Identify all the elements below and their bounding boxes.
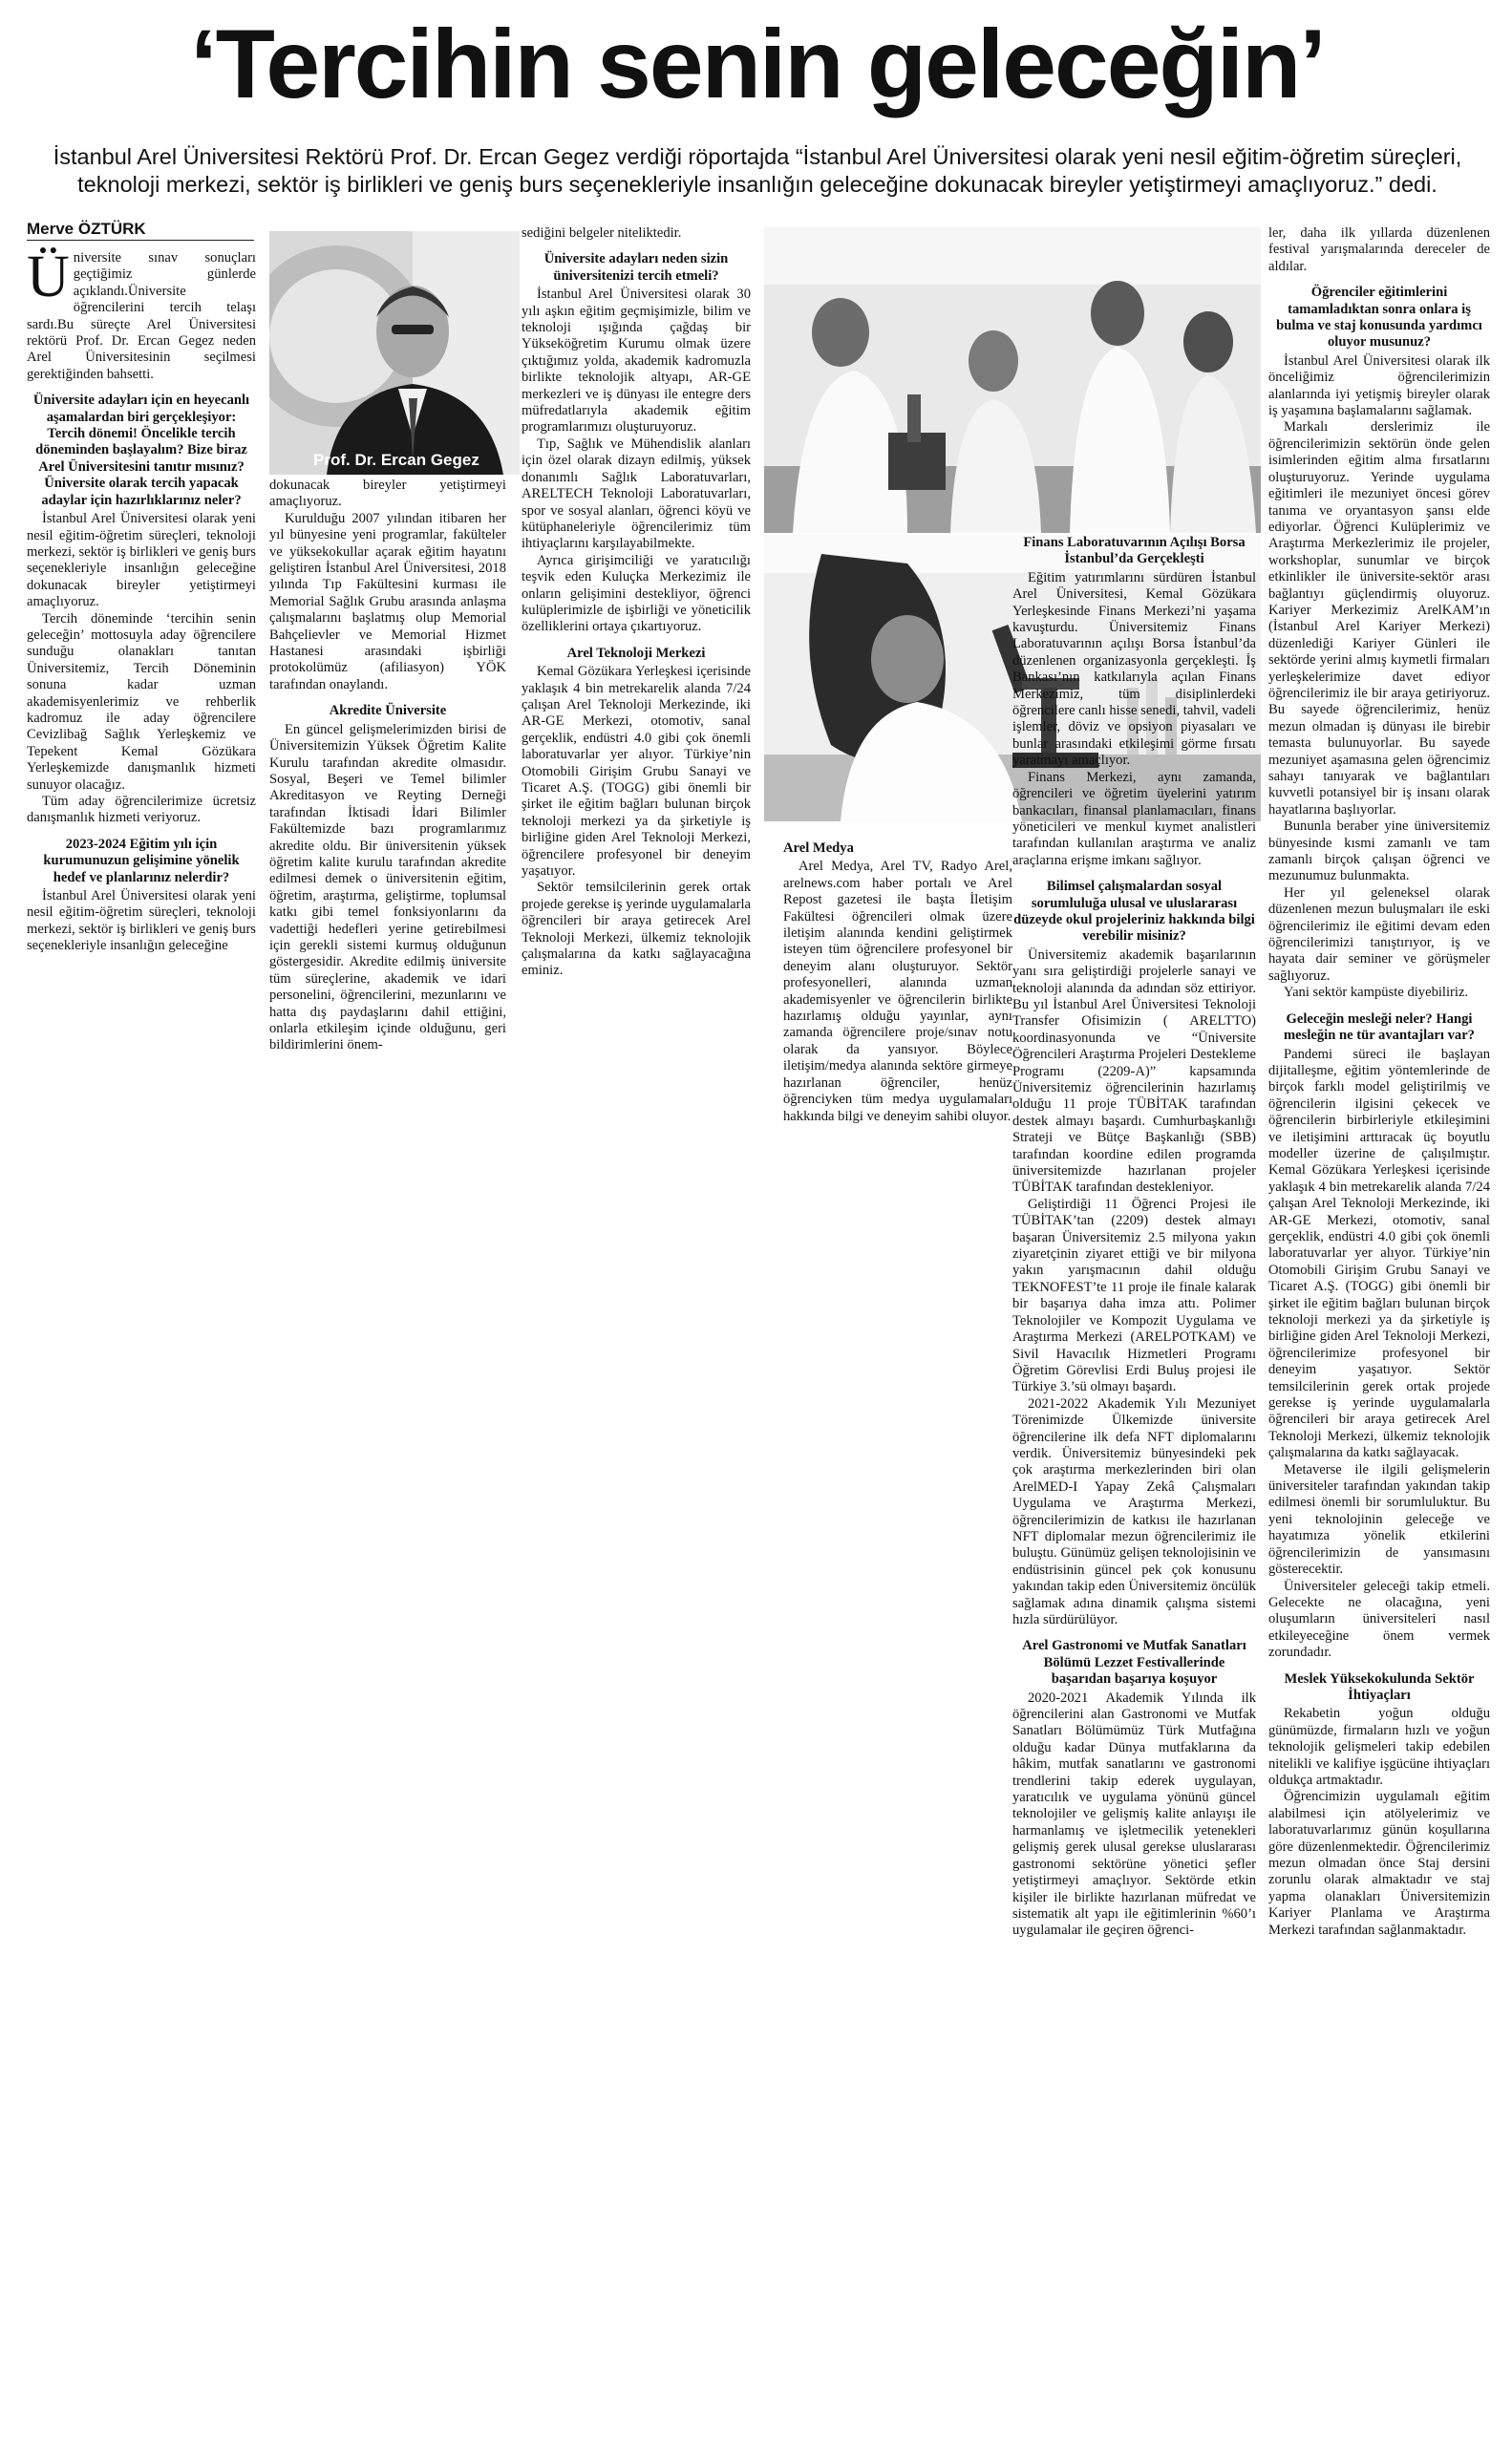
column-5 — [1012, 535, 1256, 1940]
paragraph: Rekabetin yoğun olduğu günümüzde, firmaların hızlı ve yoğun teknolojik gelişmeleri takip edebilen nitelikli ve kalifiye işgücüne ihtiyaçları oldukça artmaktadır. — [1268, 1706, 1490, 1788]
byline: Merve ÖZTÜRK — [27, 220, 146, 238]
paragraph: 2021-2022 Akademik Yılı Mezuniyet Törenimizde Ülkemizde üniversite öğrencilerine ilk defa NFT diplomalarını verdik. Üniversitemiz bünyesindeki pek çok araştırma merkezlerinden biri olan ArelMED-I Yapay Zekâ Çalışmaları Uygulama ve Araştırma Merkezi, öğrencilerimizin de katkısı ile hazırlanan NFT diplomalar mezun öğrencilerimiz ile buluştu. Günümüz gelişen teknolojisinin ve endüstrisinin güncel pek çok konusunu yakından takip eden Üniversitemiz öncülük sağlamak adına dinamik çalışma sistemi hızla sürdürülüyor. — [1012, 1395, 1256, 1627]
standfirst: İstanbul Arel Üniversitesi Rektörü Prof. Dr. Ercan Gegez verdiği röportajda “İstanbul Arel Üniversitesi olarak yeni nesil eğitim-öğretim süreçleri, teknoloji merkezi, sektör iş birlikleri ve geniş burs seçenekleriyle insanlığın geleceğine dokunacak bireyler yetiştirmeyi amaçlıyoruz.” dedi. — [53, 144, 1462, 197]
paragraph: İstanbul Arel Üniversitesi olarak 30 yılı aşkın eğitim geçmişimizle, bilim ve teknoloji ışığında çağdaş bir Yükseköğretim Kurumu olmak üzere çıktığımız yolda, akademik kadromuzla birlikte teknolojik altyapı, AR-GE merkezleri ve iş dünyası ile entegre ders müfredatlarıyla akademik eğitim programlarımızı oluşturuyoruz. — [522, 287, 751, 436]
question-heading: Üniversite adayları neden sizin üniversitenizi tercih etmeli? — [543, 251, 729, 284]
paragraph: Sektör temsilcilerinin gerek ortak projede gerekse iş yerinde uygulamalarla öğrencileri bir araya getirecek Arel Teknoloji Merkezi, ülkemiz teknolojik çalışmalarına da katkı sağlayacağına eminiz. — [522, 880, 751, 979]
paragraph: Öğrencimizin uygulamalı eğitim alabilmesi için atölyelerimiz ve laboratuvarlarımız günün koşullarına göre düzenlenmektedir. Öğrencilerimiz mezun olmadan önce Staj dersini zorunlu olarak almaktadır ve staj yapma olanakları Üniversitemizin Kariyer Planlama ve Araştırma Merkezi tarafından sağlanmaktadır. — [1268, 1789, 1490, 1938]
paragraph: Kurulduğu 2007 yılından itibaren her yıl bünyesine yeni programlar, fakülteler ve yüksekokullar açarak eğitim hayatını geliştiren İstanbul Arel Üniversitesi, 2018 yılında Tıp Fakültesini kurması ile Memorial Sağlık Grubu arasında anlaşma çalışmalarını başlatmış olup Memorial Bahçelievler ve Memorial Hizmet Hastanesi arasındaki işbirliği protokolümüz (afiliasyon) YÖK tarafından onaylandı. — [269, 510, 506, 692]
portrait-caption: Prof. Dr. Ercan Gegez — [313, 451, 479, 469]
paragraph: dokunacak bireyler yetiştirmeyi amaçlıyoruz. — [269, 478, 506, 510]
question-heading: Öğrenciler eğitimlerini tamamladıktan sonra onlara iş bulma ve staj konusunda yardımcı oluyor musunuz? — [1276, 285, 1482, 351]
paragraph: Metaverse ile ilgili gelişmelerin üniversiteler tarafından yakından takip edilmesi önemli bir sorumluluktur. Bu yeni teknolojinin geleceğe ve hayatımıza yönelik etkilerini öğrencilerimizin de yansımasını gösterecektir. — [1268, 1461, 1490, 1578]
drop-cap: Ü — [27, 244, 70, 309]
portrait-image — [269, 231, 520, 475]
paragraph: Markalı derslerimiz ile öğrencilerimizin sektörün önde gelen isimlerinden eğitim alma fırsatlarını oluşturuyoruz. Yerinde uygulama eğitimleri ile mezuniyet öncesi görev tanıma ve oryantasyon şansı elde ediyorlar. Öğrenci Kulüplerimiz ve Araştırma Merkezlerimiz ile projeler, workshoplar, sunumlar ve birçok etkinlikler ile üniversite-sektör arası bağlantıyı güçlendirmiş oluyoruz. Kariyer Merkezimiz ArelKAM’ın (İstanbul Arel Kariyer Merkezi) düzenlediği Kariyer Günleri ile sektörde yerini almış kıymetli firmaları yerleşkelerimize davet ediyor öğrencilerimiz ile bir araya getiriyoruz. Bu sayede öğrencilerimiz, henüz mezun olmadan iş dünyası ile birebir temasta bulunuyorlar. Bu sayede mezuniyet aşamasına gelen öğrencimiz sahayı tanıyarak ve bağlantıları kuvvetli potansiyel bir iş insanı olarak hayatlarına başlıyorlar. — [1268, 419, 1490, 818]
column-2 — [269, 478, 506, 1054]
section-heading: Arel Teknoloji Merkezi — [566, 645, 706, 661]
paragraph: ler, daha ilk yıllarda düzenlenen festival yarışmalarında dereceler de aldılar. — [1268, 225, 1490, 274]
byline-rule — [27, 240, 254, 241]
lab-students-photo — [764, 227, 1261, 533]
question-heading: 2023-2024 Eğitim yılı için kurumunuzun gelişimine yönelik hedef ve planlarınız nelerdir? — [43, 836, 240, 885]
paragraph: Eğitim yatırımlarını sürdüren İstanbul Arel Üniversitesi, Kemal Gözükara Yerleşkesinde Finans Merkezi’ni yaşama kavuşturdu. Üniversitemiz Finans Laboratuvarının açılışı Borsa İstanbul’da düzenlenen organizasyonla gerçekleşti. İş Bankası’nın katkılarıyla açılan Finans Merkezimiz, tüm disiplinlerdeki öğrencilere canlı hisse senedi, tahvil, vadeli işlemler, döviz ve opsiyon piyasaları ve bunlar arasındaki etkileşimi görme fırsatı yaratmayı amaçlıyor. — [1012, 569, 1256, 769]
paragraph: Üniversitemiz akademik başarılarının yanı sıra geliştirdiği projelerle sanayi ve teknoloji alanında da adından söz ettiriyor. Bu yıl İstanbul Arel Üniversitesi Teknoloji Transfer Ofisimizin ( ARELTTO) koordinasyonunda ve “Üniversite Öğrencileri Araştırma Projeleri Destekleme Programı (2209-A)” kapsamında Üniversitemiz öğrencilerinin hazırlamış olduğu 11 proje TÜBİTAK tarafından destek almayı başardı. Cumhurbaşkanlığı Strateji ve Bütçe Başkanlığı (SBB) tarafından koordine edilen programda üniversitemizde hazırlanan projeler TÜBİTAK tarafından destekleniyor. — [1012, 946, 1256, 1196]
paragraph: İstanbul Arel Üniversitesi olarak yeni nesil eğitim-öğretim süreçleri, teknoloji merkezi, sektör iş birlikleri ve geniş burs seçenekleriyle insanlığın geleceğine dokunacak bireyler yetiştirmeyi amaçlıyoruz. — [27, 511, 256, 610]
section-heading: Akredite Üniversite — [329, 703, 447, 719]
paragraph: Arel Medya, Arel TV, Radyo Arel, arelnews.com haber portalı ve Arel Repost gazetesi ile başta İletişim Fakültesi öğrencileri olmak üzere iletişim alanında kendini geliştirmek isteyen tüm öğrencilere profesyonel bir deneyim alanı oluşturuyor. Sektör profesyonelleri, alanında uzman akademisyenler ve öğrencilerin birlikte hazırlamış olduğu yayınlar, aynı zamanda öğrencilere proje/sınav notu olarak da yansıyor. Böylece iletişim/medya alanında sektöre girmeye hazırlanan öğrenciler, henüz öğrenciyken tüm medya uygulamaları hakkında bilgi ve deneyim sahibi oluyor. — [783, 859, 1012, 1124]
paragraph: İstanbul Arel Üniversitesi olarak yeni nesil eğitim-öğretim süreçleri, teknoloji merkezi, sektör iş birlikleri ve geniş burs seçenekleriyle insanlığın geleceğine — [27, 888, 256, 954]
paragraph: Tercih döneminde ‘tercihin senin geleceğin’ mottosuyla aday öğrencilere sunduğu olanakları tanıtan Üniversitemiz, Tercih Döneminin sonuna kadar uzman akademisyenlerimiz ve rehberlik kadromuz ile aday öğrencilere Cevizlibağ Sağlık Yerleşkemiz ve Tepekent Kemal Gözükara Yerleşkemizde danışmanlık hizmeti sunuyor olacağız. — [27, 610, 256, 793]
question-heading: Geleceğin mesleği neler? Hangi mesleğin ne tür avantajları var? — [1284, 1010, 1475, 1044]
paragraph: 2020-2021 Akademik Yılında ilk öğrencilerini alan Gastronomi ve Mutfak Sanatları Bölümümüz Türk Mutfağına olduğu kadar Dünya mutfaklarına da hâkim, mutfak sanatlarını ve gastronomi trendlerini takip ederek uygulayan, yaratıcılık ve uygulama yönünü güncel teknolojiler ve gelişmiş kalite anlayışı ile harmanlamış ve işletmecilik yetenekleri gelişmiş gerek ulusal gerekse uluslararası gastronomi sektörüne yönetici şefler yetiştirmeyi amaçlıyor. Sektörde etkin kişiler ile birlikte hazırlanan müfredat ve sistematik alt yapı ile eğitimlerinin %60’ı uygulamalar ile geçiren öğrenci- — [1012, 1690, 1256, 1939]
section-heading: Arel Medya — [783, 840, 854, 856]
paragraph: Geliştirdiği 11 Öğrenci Projesi ile TÜBİTAK’tan (2209) destek almayı başaran Üniversitemiz 2.5 milyona yakın ziyaretçinin ziyaret ettiği ve bir milyona yakın yarışmacının dahil olduğu TEKNOFEST’te 11 proje ile finale kalarak bir başarıya daha imza attı. Polimer Teknolojiler ve Kompozit Uygulama ve Araştırma Merkezi (ARELPOTKAM) ve Sivil Havacılık Hizmetleri Programı Öğretim Görevlisi Erdi Buluş projesi ile Türkiye 3.’sü olmayı başardı. — [1012, 1196, 1256, 1395]
paragraph: En güncel gelişmelerimizden birisi de Üniversitemizin Yüksek Öğretim Kalite Kurulu tarafından akredite olmasıdır. Sosyal, Beşeri ve Temel bilimler Akreditasyon ve Reyting Derneği tarafından İktisadi İdari Bilimler Fakültemizde bazı programlarımız akredite oldu. Bir üniversitenin yüksek öğretim kalite kurulu tarafından akredite edilmesi demek o üniversitenin eğitim, öğretim, araştırma, geliştirme, toplumsal katkı gibi temel fonksiyonlarını da vadettiği hedefleri yerine getirebilmesi için gerekli sistemi kurmuş olduğunun göstergesidir. Akredite edilmiş üniversite tüm süreçlerine, akademik ve idari personelini, öğrencilerini, mezunlarını ve hatta dış paydaşlarını dahil ettiğini, onlarla etkileşim içinde olduğunu, geri bildirimlerini önem- — [269, 721, 506, 1053]
section-heading: Meslek Yüksekokulunda Sektör İhtiyaçları — [1284, 1670, 1475, 1703]
section-heading: Arel Gastronomi ve Mutfak Sanatları Bölümü Lezzet Festivallerinde başarıdan başarıya koşuyor — [1022, 1638, 1246, 1688]
paragraph: Yani sektör kampüste diyebiliriz. — [1284, 985, 1469, 1001]
paragraph: Her yıl geleneksel olarak düzenlenen mezun buluşmaları ile eski öğrencilerimiz ile eğitimi devam eden öğrencilerimizi tanıştırıyor, iş ve hayata dair seminer ve görüşmeler sağlıyoruz. — [1268, 884, 1490, 984]
portrait-photo — [269, 231, 520, 475]
lab-students-image — [764, 227, 1261, 533]
paragraph: Ayrıca girişimciliği ve yaratıcılığı teşvik eden Kuluçka Merkezimiz ile onların gelişimini destekliyor, öğrenci kulüplerimizle de işbirliği ve yöneticilik özelliklerini ortaya çıkartıyoruz. — [522, 552, 751, 635]
paragraph: Kemal Gözükara Yerleşkesi içerisinde yaklaşık 4 bin metrekarelik alanda 7/24 çalışan Arel Teknoloji Merkezinde, iki AR-GE Merkezi, otomotiv, sanal gerçeklik, endüstri 4.0 gibi çok önemli laboratuvarlar yer alıyor. Türkiye’nin Otomobili Girişim Grubu Sanayi ve Ticaret A.Ş. (TOGG) gibi önemli bir şirket ile eğitim bağları bulunan birçok teknoloji merkezi ya da şirketiyle iş birliğine giden Arel Teknoloji Merkezi, öğrencilere profesyonel bir deneyim yaşatıyor. — [522, 664, 751, 880]
column-4 — [783, 840, 1012, 1125]
headline: ‘Tercihin senin geleceğin’ — [190, 10, 1325, 118]
paragraph: Bununla beraber yine üniversitemiz bünyesinde kısmi zamanlı ve tam zamanlı birçok çalışan öğrenci ve mezunumuz bulunmakta. — [1268, 819, 1490, 884]
paragraph: sediğini belgeler niteliktedir. — [522, 225, 682, 241]
question-heading: Üniversite adayları için en heyecanlı aşamalardan biri gerçekleşiyor: Tercih dönemi! Öncelikle tercih döneminden başlayalım? Bize biraz Arel Üniversitesini tanıtır mısınız? Üniversite olarak tercih yapacak adaylar için hazırlıklarınız neler? — [32, 393, 250, 508]
column-1 — [27, 244, 256, 955]
column-6 — [1268, 225, 1490, 1939]
intro-paragraph: niversite sınav sonuçları geçtiğimiz günlerde açıklandı.Üniversite öğrencilerini tercih telaşı sardı.Bu süreçte Arel Üniversitesi rektörü Prof. Dr. Ercan Gegez neden Arel Üniversitesinin seçilmesi gerektiğinden bahsetti. — [27, 250, 256, 382]
paragraph: İstanbul Arel Üniversitesi olarak ilk önceliğimiz öğrencilerimizin alanlarında iyi yetişmiş bireyler olarak iş yaşamına başlamalarını sağlamak. — [1268, 352, 1490, 419]
paragraph: Tıp, Sağlık ve Mühendislik alanları için özel olarak dizayn edilmiş, yüksek donanımlı Sağlık Laboratuvarları, ARELTECH Teknoloji Laboratuvarları, spor ve sosyal alanları, öğrenci köyü ve kütüphaneleriyle öğrencilerimiz tüm ihtiyaçlarını karşılayabilmekte. — [522, 436, 751, 552]
paragraph: Pandemi süreci ile başlayan dijitalleşme, eğitim yöntemlerinde de birçok farklı model geliştirilmiş ve öğrencilerin ilgisini çekecek ve öğrencilerin birbirleriyle etkileşimini ve iletişimini arttıracak üç boyutlu modeller üzerine de çalışılmıştır. Kemal Gözükara Yerleşkesi içerisinde yaklaşık 4 bin metrekarelik alanda 7/24 çalışan Arel Teknoloji Merkezinde, iki AR-GE Merkezi, otomotiv, sanal gerçeklik, endüstri 4.0 gibi çok önemli laboratuvarlar yer alıyor. Türkiye’nin Otomobili Girişim Grubu Sanayi ve Ticaret A.Ş. (TOGG) gibi önemli bir şirket ile eğitim bağları bulunan birçok teknoloji merkezi ya da şirketiyle iş birliğine giden Arel Teknoloji Merkezi, öğrencilerimize profesyonel bir deneyim yaşatıyor. Sektör temsilcilerinin gerek ortak projede gerekse iş yerinde uygulamalarla öğrencileri bir araya getirecek Arel Teknoloji Merkezi, ülkemiz teknolojik çalışmalarına da katkı sağlayacak. — [1268, 1046, 1490, 1461]
section-heading: Finans Laboratuvarının Açılışı Borsa İstanbul’da Gerçekleşti — [1023, 535, 1246, 567]
question-heading: Bilimsel çalışmalardan sosyal sorumluluğa ulusal ve uluslararası düzeyde okul projeleriniz hakkında bilgi verebilir misiniz? — [1013, 879, 1255, 945]
paragraph: Tüm aday öğrencilerimize ücretsiz danışmanlık hizmeti veriyoruz. — [27, 794, 256, 826]
column-3 — [522, 225, 751, 980]
paragraph: Finans Merkezi, aynı zamanda, öğrencileri ve öğretim üyelerini yatırım bankacıları, finansal planlamacıları, finans yöneticileri ve menkul kıymet analistleri tarafından kullanılan araştırma ve analiz araçlarına erişme imkanı sağlıyor. — [1012, 769, 1256, 868]
paragraph: Üniversiteler geleceği takip etmeli. Gelecekte ne olacağına, yeni oluşumların üniversiteleri nasıl etkileyeceğine önem vermek zorundadır. — [1268, 1578, 1490, 1661]
